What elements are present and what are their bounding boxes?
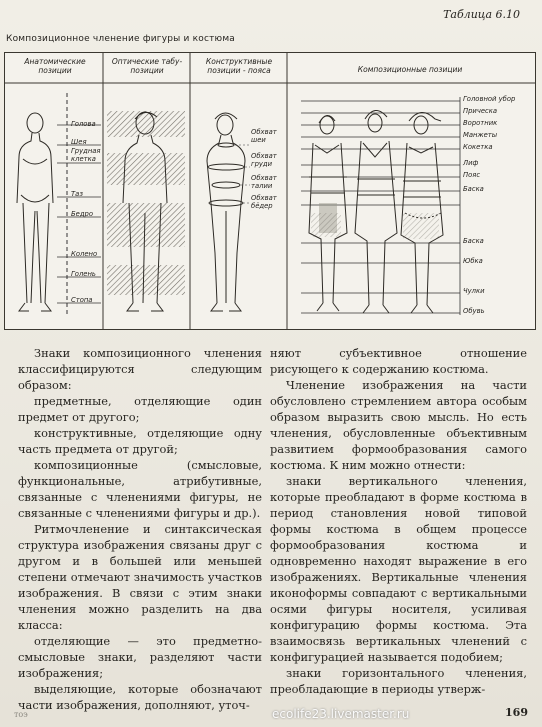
corner-mark: тоэ xyxy=(14,710,28,719)
composition-label: Лиф xyxy=(463,159,479,167)
column-header-composition: Композиционные позиции xyxy=(357,65,463,74)
composition-label: Манжеты xyxy=(463,131,498,139)
paragraph: знаки вертикального членения, которые преобладают в форме костюма в период становления новой типовой формы костюма в общем процессе формообразования костюма и одновременно находят выражение в его изображениях. Вертикальные членения иконоформы совпадают с вертикальными осями фигуры носителя, усиливая конфигурацию формы костюма. Эта взаимосвязь вертикальных членений с конфигурацией называется подобием; xyxy=(270,474,527,664)
composition-label: Пояс xyxy=(463,171,481,179)
constructive-label: Обхват шеи xyxy=(251,128,277,144)
page-number: 169 xyxy=(505,706,528,719)
composition-label: Кокетка xyxy=(463,143,493,151)
composition-label: Обувь xyxy=(463,307,485,315)
paragraph: конструктивные, отделяющие одну часть предмета от другой; xyxy=(18,426,262,456)
constructive-label: Обхват талии xyxy=(251,174,277,190)
right-column xyxy=(270,345,527,697)
paragraph: Ритмочленение и синтаксическая структура изображения связаны друг с другом и в большей или меньшей степени отмечают значимость участков изображения. В связи с этим знаки членения можно разделить на два класса: xyxy=(18,522,262,632)
composition-label: Прическа xyxy=(463,107,498,115)
composition-label: Баска xyxy=(463,185,484,193)
figure-title: Композиционное членение фигуры и костюма xyxy=(6,34,236,44)
paragraph: выделяющие, которые обозначают части изображения, дополняют, уточ- xyxy=(18,682,262,712)
figure-illustration xyxy=(5,53,535,329)
paragraph: няют субъективное отношение рисующего к содержанию костюма. xyxy=(270,346,527,376)
paragraph: Членение изображения на части обусловлено стремлением автора особым образом выразить свою мысль. Но есть членения, обусловленные объективным развитием формообразования самого костюма. К ним можно отнести: xyxy=(270,378,527,472)
column-header-anatomical: Анатомические позиции xyxy=(24,57,86,75)
composition-label: Головной убор xyxy=(463,95,516,103)
paragraph: композиционные (смысловые, функциональные, атрибутивные, связанные с членениями фигуры, не связанные с членениями фигуры и др.). xyxy=(18,458,262,520)
composition-label: Воротник xyxy=(463,119,498,127)
figure-table xyxy=(4,52,536,330)
anatomical-label: Стопа xyxy=(71,296,93,304)
anatomical-label: Голова xyxy=(71,120,96,128)
column-header-constructive: Конструктивные позиции - пояса xyxy=(205,57,273,75)
anatomical-label: Голень xyxy=(71,270,96,278)
composition-label: Чулки xyxy=(463,287,485,295)
anatomical-label: Таз xyxy=(71,190,83,198)
table-label: Таблица 6.10 xyxy=(443,8,520,21)
constructive-label: Обхват бёдер xyxy=(251,194,277,210)
column-header-optical: Оптические табу- позиции xyxy=(111,57,183,75)
left-column xyxy=(18,345,262,713)
paragraph: отделяющие — это предметно-смысловые знаки, разделяют части изображения; xyxy=(18,634,262,680)
paragraph: Знаки композиционного членения классифицируются следующим образом: xyxy=(18,346,262,392)
anatomical-label: Грудная клетка xyxy=(71,147,101,163)
constructive-label: Обхват груди xyxy=(251,152,277,168)
paragraph: знаки горизонтального членения, преобладающие в периоды утверж- xyxy=(270,666,527,696)
anatomical-label: Бедро xyxy=(71,210,94,218)
anatomical-label: Колено xyxy=(71,250,98,258)
composition-label: Баска xyxy=(463,237,484,245)
anatomical-label: Шея xyxy=(71,138,87,146)
composition-label: Юбка xyxy=(463,257,483,265)
watermark: ecolife23.livemaster.ru xyxy=(272,707,410,721)
paragraph: предметные, отделяющие один предмет от другого; xyxy=(18,394,262,424)
